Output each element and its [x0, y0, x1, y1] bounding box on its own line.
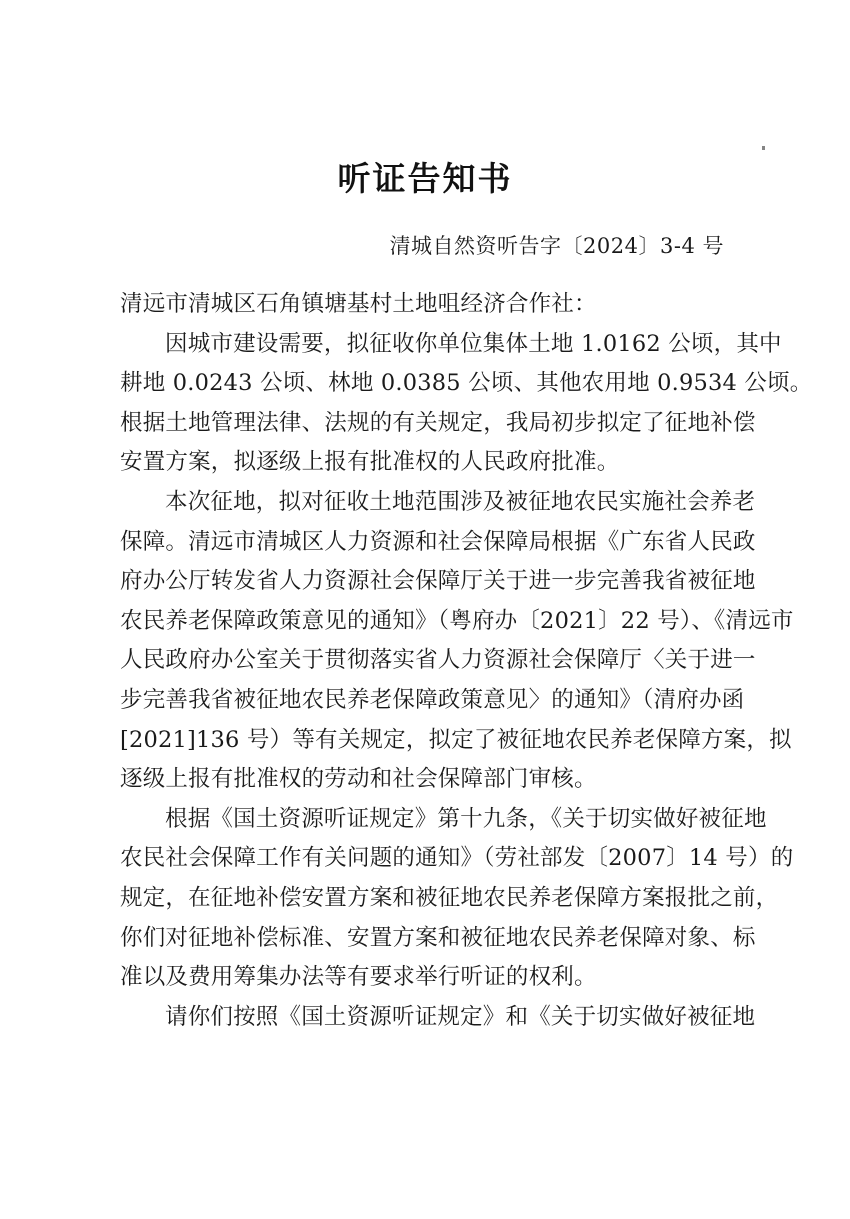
paragraph-line: 逐级上报有批准权的劳动和社会保障部门审核。	[120, 766, 597, 793]
paragraph-line: 规定，在征地补偿安置方案和被征地农民养老保障方案报批之前，	[120, 884, 779, 911]
paragraph-line: 步完善我省被征地农民养老保障政策意见〉的通知》（清府办函	[120, 686, 745, 713]
paragraph-line: [2021]136 号）等有关规定，拟定了被征地农民养老保障方案，拟	[120, 726, 792, 753]
paragraph-line: 因城市建设需要，拟征收你单位集体土地 1.0162 公顷，其中	[165, 330, 782, 357]
document-number: 清城自然资听告字〔2024〕3-4 号	[389, 234, 724, 258]
paragraph-line: 准以及费用筹集办法等有要求举行听证的权利。	[120, 964, 597, 991]
page-title: 听证告知书	[337, 159, 513, 198]
paragraph-line: 本次征地，拟对征收土地范围涉及被征地农民实施社会养老	[165, 488, 756, 515]
paragraph-line: 根据土地管理法律、法规的有关规定，我局初步拟定了征地补偿	[120, 409, 756, 436]
paragraph-line: 耕地 0.0243 公顷、林地 0.0385 公顷、其他农用地 0.9534 公顷。	[120, 370, 813, 397]
document-body	[120, 285, 813, 1037]
scan-artifact-speck	[762, 146, 765, 150]
paragraph-line: 保障。清远市清城区人力资源和社会保障局根据《广东省人民政	[120, 528, 756, 555]
paragraph-line: 安置方案，拟逐级上报有批准权的人民政府批准。	[120, 449, 620, 476]
paragraph-line: 人民政府办公室关于贯彻落实省人力资源社会保障厅〈关于进一	[120, 647, 756, 674]
paragraph-line: 府办公厅转发省人力资源社会保障厅关于进一步完善我省被征地	[120, 568, 756, 595]
paragraph-line: 根据《国土资源听证规定》第十九条，《关于切实做好被征地	[165, 805, 767, 832]
recipient-line: 清远市清城区石角镇塘基村土地咀经济合作社：	[120, 291, 597, 317]
paragraph-line: 农民社会保障工作有关问题的通知》（劳社部发〔2007〕14 号）的	[120, 845, 794, 872]
paragraph-line: 农民养老保障政策意见的通知》（粤府办〔2021〕22 号）、《清远市	[120, 607, 794, 634]
paragraph-line: 你们对征地补偿标准、安置方案和被征地农民养老保障对象、标	[120, 924, 756, 951]
paragraph-line: 请你们按照《国土资源听证规定》和《关于切实做好被征地	[165, 1003, 756, 1030]
